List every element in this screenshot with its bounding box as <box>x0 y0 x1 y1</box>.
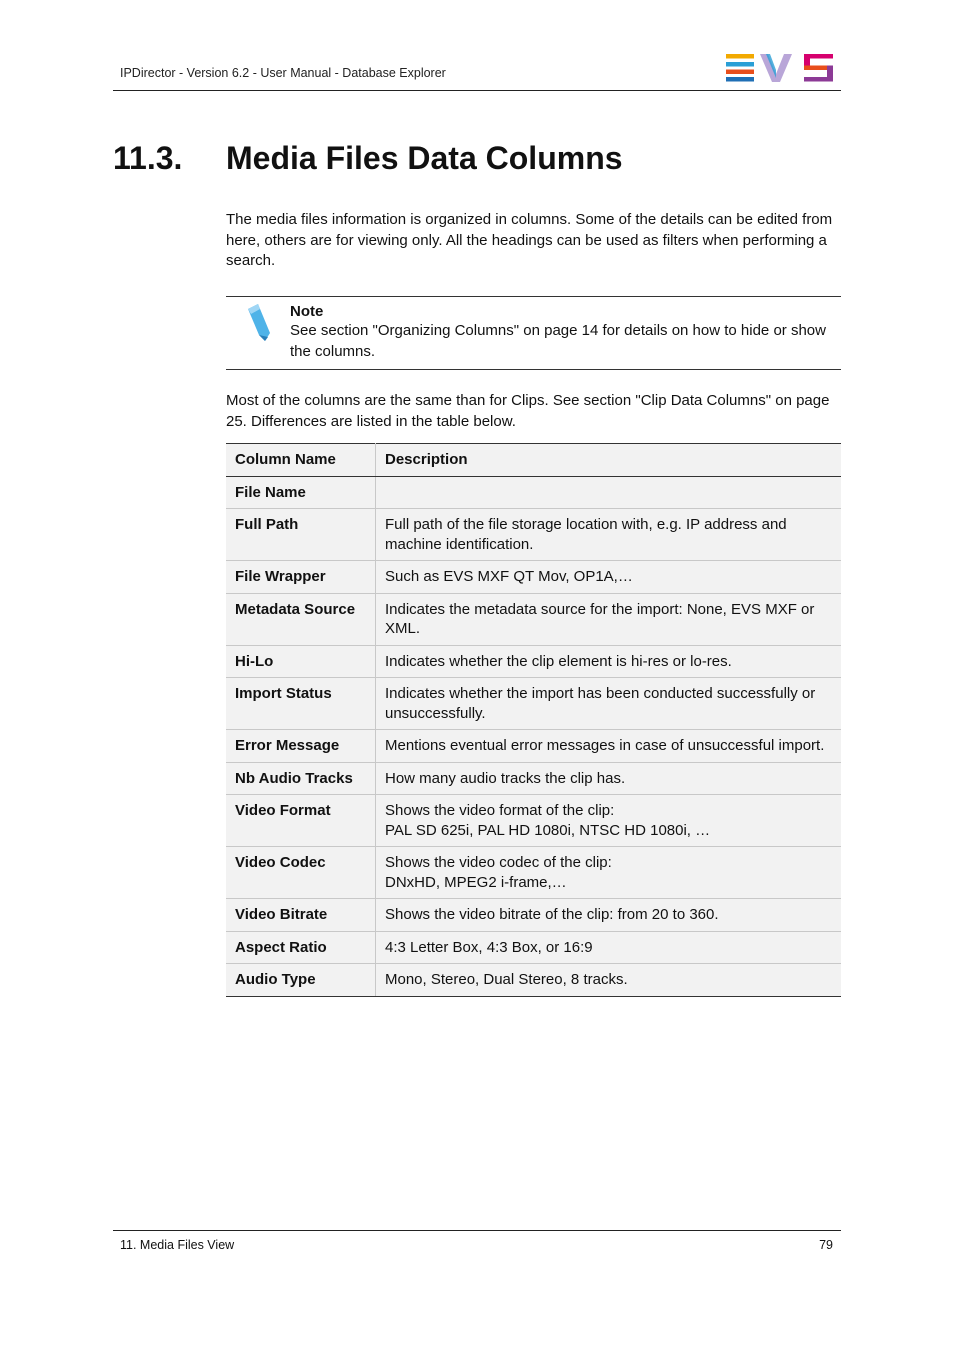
column-name-header: Column Name <box>226 444 376 477</box>
note-text: See section "Organizing Columns" on page 14 for details on how to hide or show the columns. <box>290 322 826 360</box>
evs-logo <box>726 54 834 82</box>
table-header-row <box>226 444 841 477</box>
footer-rule <box>113 1230 841 1231</box>
row-description: Indicates whether the clip element is hi-res or lo-res. <box>376 645 842 678</box>
row-name: Audio Type <box>226 964 376 997</box>
table-row <box>226 678 841 730</box>
row-name: Video Codec <box>226 847 376 899</box>
row-name: Nb Audio Tracks <box>226 762 376 795</box>
table-row <box>226 645 841 678</box>
table-row <box>226 730 841 763</box>
row-description: Mentions eventual error messages in case of unsuccessful import. <box>376 730 842 763</box>
row-name: Video Format <box>226 795 376 847</box>
table-row <box>226 561 841 594</box>
note-box <box>226 296 841 370</box>
table-row <box>226 476 841 509</box>
row-name: Hi-Lo <box>226 645 376 678</box>
row-name: Error Message <box>226 730 376 763</box>
intro-paragraph: The media files information is organized in columns. Some of the details can be edited from here, others are for viewing only. All the headings can be used as filters when performing a search. <box>226 211 833 269</box>
description-header: Description <box>376 444 842 477</box>
row-name: Aspect Ratio <box>226 931 376 964</box>
table-row <box>226 795 841 847</box>
section-heading <box>113 140 623 177</box>
row-name: Import Status <box>226 678 376 730</box>
row-name: File Wrapper <box>226 561 376 594</box>
running-header: IPDirector - Version 6.2 - User Manual - Database Explorer <box>120 66 446 80</box>
columns-table <box>226 443 841 997</box>
row-name: Full Path <box>226 509 376 561</box>
row-description <box>376 476 842 509</box>
table-row <box>226 593 841 645</box>
page-number: 79 <box>819 1238 833 1252</box>
row-name: Metadata Source <box>226 593 376 645</box>
row-description: 4:3 Letter Box, 4:3 Box, or 16:9 <box>376 931 842 964</box>
row-description: Indicates the metadata source for the import: None, EVS MXF or XML. <box>376 593 842 645</box>
table-row <box>226 899 841 932</box>
table-row <box>226 509 841 561</box>
row-description: Shows the video bitrate of the clip: from 20 to 360. <box>376 899 842 932</box>
row-description: Mono, Stereo, Dual Stereo, 8 tracks. <box>376 964 842 997</box>
row-description: How many audio tracks the clip has. <box>376 762 842 795</box>
table-row <box>226 931 841 964</box>
row-description: Full path of the file storage location with, e.g. IP address and machine identification. <box>376 509 842 561</box>
row-description: Shows the video format of the clip: PAL SD 625i, PAL HD 1080i, NTSC HD 1080i, … <box>376 795 842 847</box>
section-number: 11.3. <box>113 140 183 176</box>
row-description: Shows the video codec of the clip: DNxHD, MPEG2 i-frame,… <box>376 847 842 899</box>
table-row <box>226 847 841 899</box>
row-description: Indicates whether the import has been conducted successfully or unsuccessfully. <box>376 678 842 730</box>
row-name: File Name <box>226 476 376 509</box>
differences-paragraph: Most of the columns are the same than for Clips. See section "Clip Data Columns" on page 25. Differences are listed in the table below. <box>226 392 830 430</box>
pencil-icon <box>244 303 274 343</box>
section-title: Media Files Data Columns <box>226 140 623 176</box>
table-row <box>226 964 841 997</box>
table-row <box>226 762 841 795</box>
row-description: Such as EVS MXF QT Mov, OP1A,… <box>376 561 842 594</box>
header-rule <box>113 90 841 91</box>
footer-chapter: 11. Media Files View <box>120 1238 235 1252</box>
row-name: Video Bitrate <box>226 899 376 932</box>
note-title: Note <box>290 303 324 320</box>
